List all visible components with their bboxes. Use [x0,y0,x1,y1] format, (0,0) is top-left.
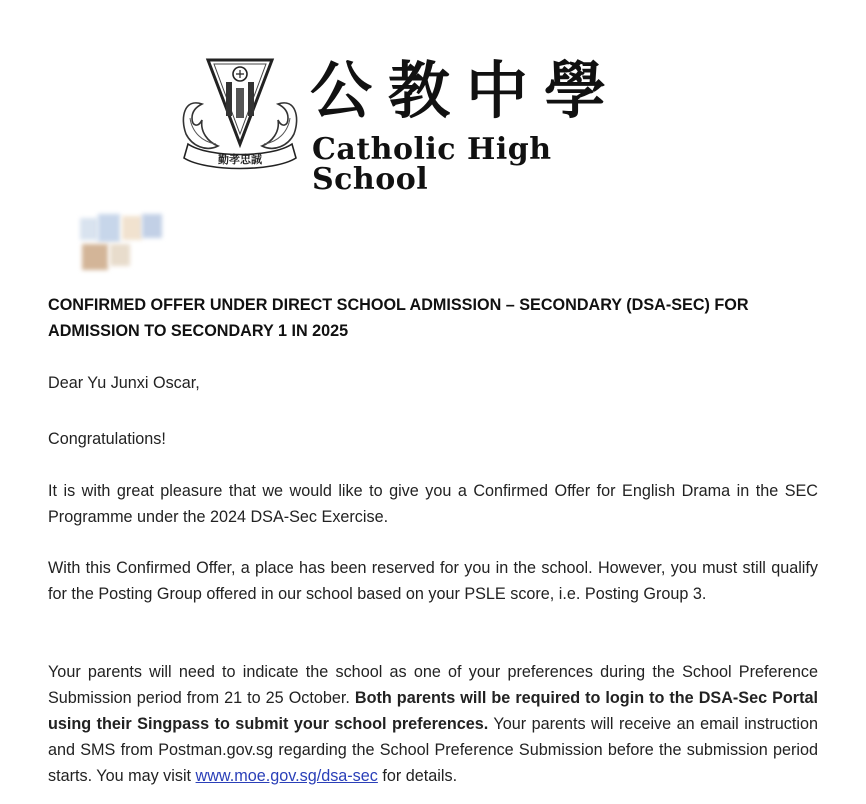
paragraph-submission-part2: Your parents will receive an email instruction and SMS from Postman.gov.sg regarding the School Preference Submission before the submission period starts. You may visit [48,715,818,785]
salutation: Dear Yu Junxi Oscar, [48,374,200,392]
letterhead [178,48,678,197]
paragraph-submission-part1: Your parents will need to indicate the school as one of your preferences during the School Preference Submission period from 21 to 25 October. [48,663,818,707]
paragraph-offer: It is with great pleasure that we would like to give you a Confirmed Offer for English Drama in the SEC Programme under the 2024 DSA-Sec Exercise. [48,482,818,526]
school-name-english: Catholic High School [312,132,552,197]
moe-dsa-link[interactable]: www.moe.gov.sg/dsa-sec [195,767,378,785]
paragraph-submission-part3: for details. [377,767,458,785]
svg-text:勤孝忠誠: 勤孝忠誠 [218,153,262,166]
paragraph-posting-group: With this Confirmed Offer, a place has been reserved for you in the school. However, you must still qualify for the Posting Group offered in our school based on your PSLE score, i.e. Posting Group 3. [48,559,818,603]
paragraph-submission-bold: Both parents will be required to login to the DSA-Sec Portal using their Singpass to submit your school preferences. [48,689,818,733]
school-name-chinese: 公教中學 [310,54,623,127]
redacted-image [80,214,164,272]
letter-subject: CONFIRMED OFFER UNDER DIRECT SCHOOL ADMISSION – SECONDARY (DSA-SEC) FOR ADMISSION TO SECONDARY 1 IN 2025 [48,296,749,340]
school-crest-icon [178,48,302,172]
greeting: Congratulations! [48,430,166,448]
paragraph-submission [48,659,818,789]
